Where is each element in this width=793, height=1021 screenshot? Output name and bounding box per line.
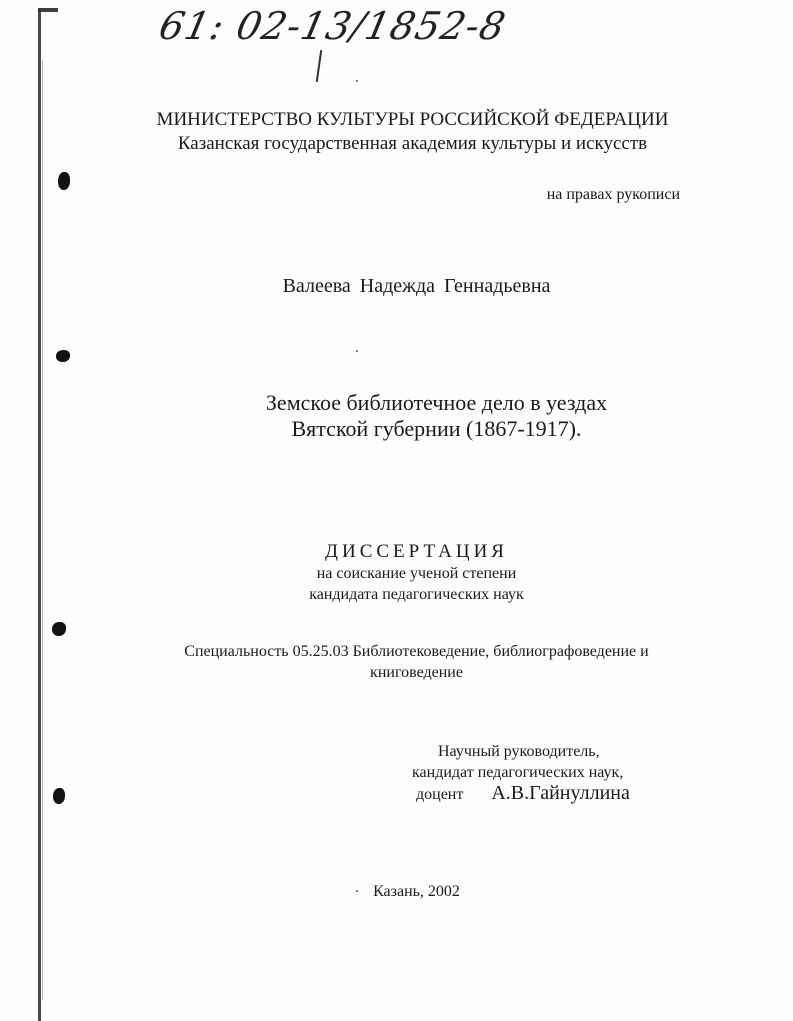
advisor-title: Научный руководитель, — [438, 743, 600, 760]
degree-line-2: кандидата педагогических наук — [309, 586, 524, 603]
city-year: Казань, 2002 — [373, 883, 460, 900]
specialty-line-1: Специальность 05.25.03 Библиотековедение, библиографоведение и — [184, 643, 649, 660]
specialty — [20, 641, 793, 683]
work-type: ДИССЕРТАЦИЯ — [325, 541, 508, 562]
punch-hole — [52, 622, 66, 636]
advisor-position: доцент — [416, 786, 464, 803]
punch-hole — [56, 350, 70, 362]
dissertation-title — [40, 390, 793, 442]
scan-speck — [356, 80, 358, 82]
academy-name: Казанская государственная академия культуры и искусств — [177, 133, 648, 154]
degree-statement — [20, 563, 793, 605]
title-line-1: Земское библиотечное дело в уездах — [265, 390, 608, 415]
punch-hole — [58, 172, 70, 190]
title-line-2: Вятской губернии (1867-1917). — [291, 416, 582, 441]
scan-speck — [356, 350, 358, 352]
punch-hole — [53, 788, 65, 804]
advisor-line — [412, 783, 630, 805]
ministry-name: МИНИСТЕРСТВО КУЛЬТУРЫ РОССИЙСКОЙ ФЕДЕРАЦИИ — [156, 109, 669, 130]
advisor-degree: кандидат педагогических наук, — [412, 764, 624, 781]
archive-mark-stroke — [316, 50, 322, 82]
scan-edge-line — [42, 60, 43, 1000]
scan-edge-line — [38, 10, 41, 1021]
degree-line-1: на соискание ученой степени — [316, 565, 517, 582]
author-name: Валеева Надежда Геннадьевна — [282, 275, 551, 297]
scan-edge-mark — [38, 8, 58, 12]
ministry-header — [16, 108, 793, 156]
specialty-line-2: книговедение — [370, 664, 463, 681]
archive-mark: 61: 02-13/1852-8 — [155, 4, 510, 48]
advisor-block — [412, 741, 630, 805]
advisor-name: А.В.Гайнуллина — [491, 782, 630, 804]
rights-note: на правах рукописи — [546, 186, 680, 203]
